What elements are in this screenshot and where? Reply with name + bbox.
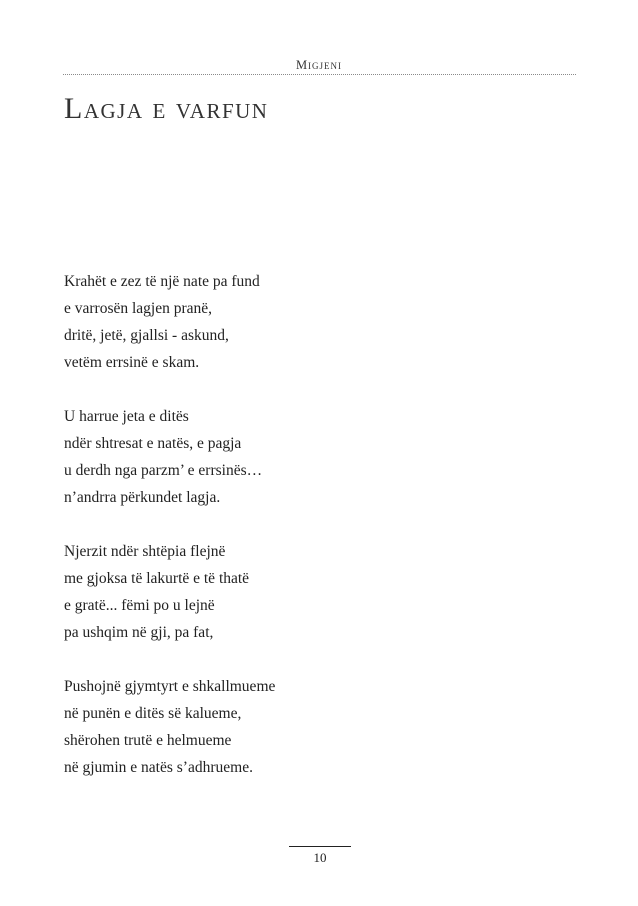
poem-title: Lagja e varfun xyxy=(64,92,269,125)
verse-line: Krahët e zez të një nate pa fund xyxy=(64,273,260,290)
verse-line: pa ushqim në gji, pa fat, xyxy=(64,624,214,641)
stanza-2 xyxy=(64,403,564,511)
verse-line: Pushojnë gjymtyrt e shkallmueme xyxy=(64,678,276,695)
verse-line: e varrosën lagjen pranë, xyxy=(64,300,213,317)
verse-line: n’andrra përkundet lagja. xyxy=(64,489,221,506)
poem-body xyxy=(64,268,564,808)
verse-line: Njerzit ndër shtëpia flejnë xyxy=(64,543,226,560)
verse-line: në punën e ditës së kalueme, xyxy=(64,705,242,722)
verse-line: e gratë... fëmi po u lejnë xyxy=(64,597,215,614)
verse-line: dritë, jetë, gjallsi - askund, xyxy=(64,327,229,344)
stanza-4 xyxy=(64,673,564,781)
verse-line: me gjoksa të lakurtë e të thatë xyxy=(64,570,250,587)
page-number: 10 xyxy=(313,850,327,865)
verse-line: në gjumin e natës s’adhrueme. xyxy=(64,759,253,776)
header-dotted-rule xyxy=(63,74,576,75)
stanza-3 xyxy=(64,538,564,646)
footer-rule xyxy=(289,846,351,847)
verse-line: u derdh nga parzm’ e errsinës… xyxy=(64,462,263,479)
stanza-1 xyxy=(64,268,564,376)
verse-line: vetëm errsinë e skam. xyxy=(64,354,200,371)
running-head: Migjeni xyxy=(295,58,343,72)
verse-line: ndër shtresat e natës, e pagja xyxy=(64,435,242,452)
verse-line: U harrue jeta e ditës xyxy=(64,408,189,425)
verse-line: shërohen trutë e helmueme xyxy=(64,732,232,749)
